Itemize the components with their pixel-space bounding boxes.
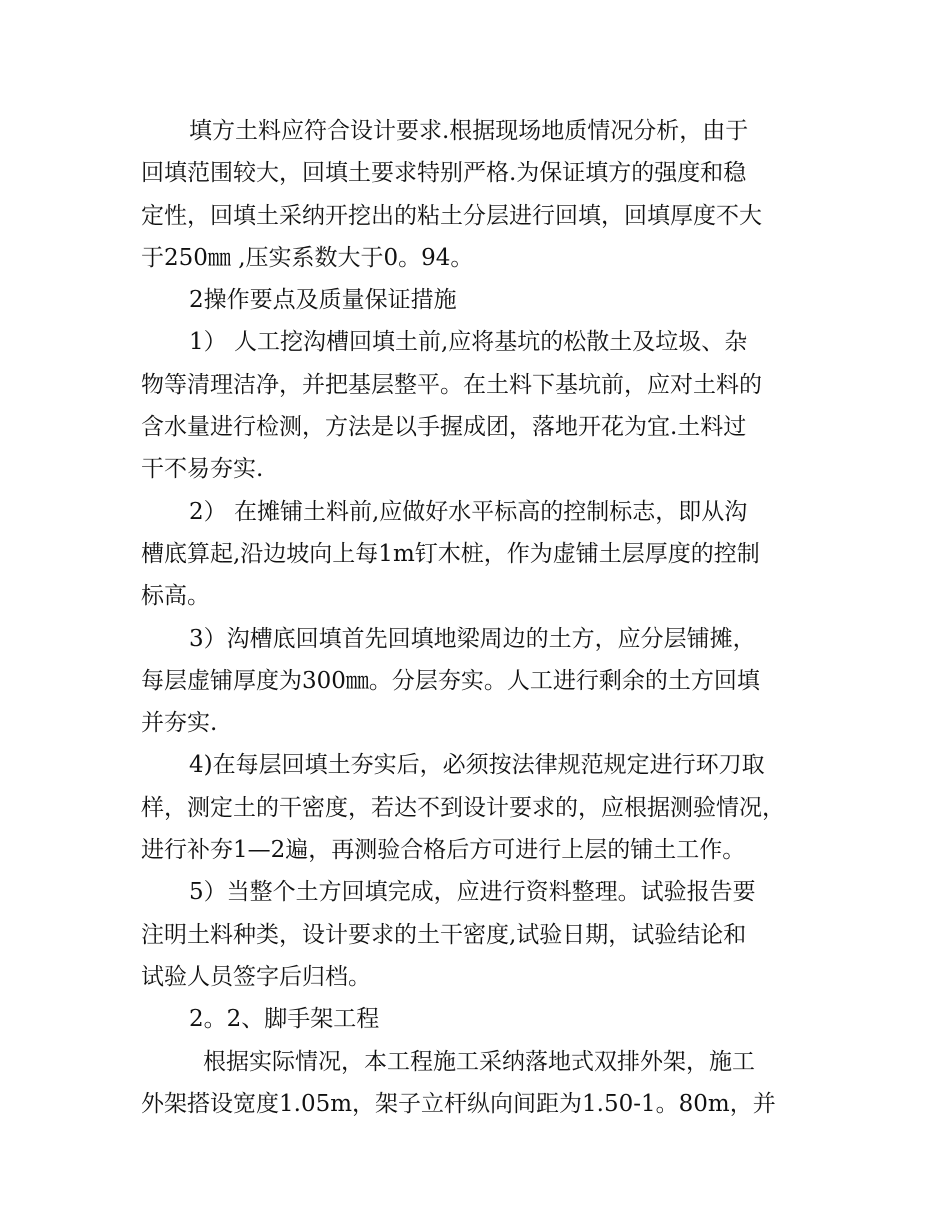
paragraph-fill-material-line-1: 填方土料应符合设计要求.根据现场地质情况分析，由于 xyxy=(189,118,749,144)
section-heading-operation-points: 2操作要点及质量保证措施 xyxy=(189,287,457,314)
item-4-line-2: 样，测定土的干密度，若达不到设计要求的，应根据测验情况， xyxy=(141,794,785,821)
item-1-line-2: 物等清理洁净，并把基层整平。在土料下基坑前，应对土料的 xyxy=(141,371,762,398)
item-4-line-3: 进行补夯1—2遍，再测验合格后方可进行上层的铺土工作。 xyxy=(141,837,746,864)
paragraph-fill-material-line-2: 回填范围较大，回填土要求特别严格.为保证填方的强度和稳 xyxy=(141,160,747,187)
item-3-line-1: 3）沟槽底回填首先回填地梁周边的土方，应分层铺摊， xyxy=(189,625,756,652)
item-5-line-3: 试验人员签字后归档。 xyxy=(141,963,371,990)
paragraph-fill-material-line-3: 定性，回填土采纳开挖出的粘土分层进行回填，回填厚度不大 xyxy=(141,202,762,229)
item-5-line-1: 5）当整个土方回填完成，应进行资料整理。试验报告要 xyxy=(189,879,756,906)
item-1-line-4: 干不易夯实. xyxy=(141,456,264,483)
item-3-line-3: 并夯实. xyxy=(141,710,218,737)
paragraph-fill-material-line-4: 于250㎜ ,压实系数大于0。94。 xyxy=(141,244,474,271)
item-2-line-3: 标高。 xyxy=(141,583,210,610)
document-body xyxy=(141,110,831,1125)
item-4-line-1: 4)在每层回填土夯实后，必须按法律规范规定进行环刀取 xyxy=(189,752,765,779)
section-heading-scaffolding: 2。2、脚手架工程 xyxy=(189,1006,380,1033)
item-1-line-1: 1） 人工挖沟槽回填土前,应将基坑的松散土及垃圾、杂 xyxy=(189,329,748,356)
paragraph-scaffolding-line-2: 外架搭设宽度1.05m，架子立杆纵向间距为1.50-1。80m，并 xyxy=(141,1090,776,1117)
item-1-line-3: 含水量进行检测，方法是以手握成团，落地开花为宜.土料过 xyxy=(141,414,747,441)
paragraph-scaffolding-line-1: 根据实际情况，本工程施工采纳落地式双排外架，施工 xyxy=(203,1048,755,1075)
item-3-line-2: 每层虚铺厚度为300㎜。分层夯实。人工进行剩余的土方回填 xyxy=(141,667,760,694)
item-5-line-2: 注明土料种类，设计要求的土干密度,试验日期，试验结论和 xyxy=(141,921,747,948)
item-2-line-2: 槽底算起,沿边坡向上每1m钉木桩，作为虚铺土层厚度的控制 xyxy=(141,540,760,567)
item-2-line-1: 2） 在摊铺土料前,应做好水平标高的控制标志，即从沟 xyxy=(189,498,748,525)
